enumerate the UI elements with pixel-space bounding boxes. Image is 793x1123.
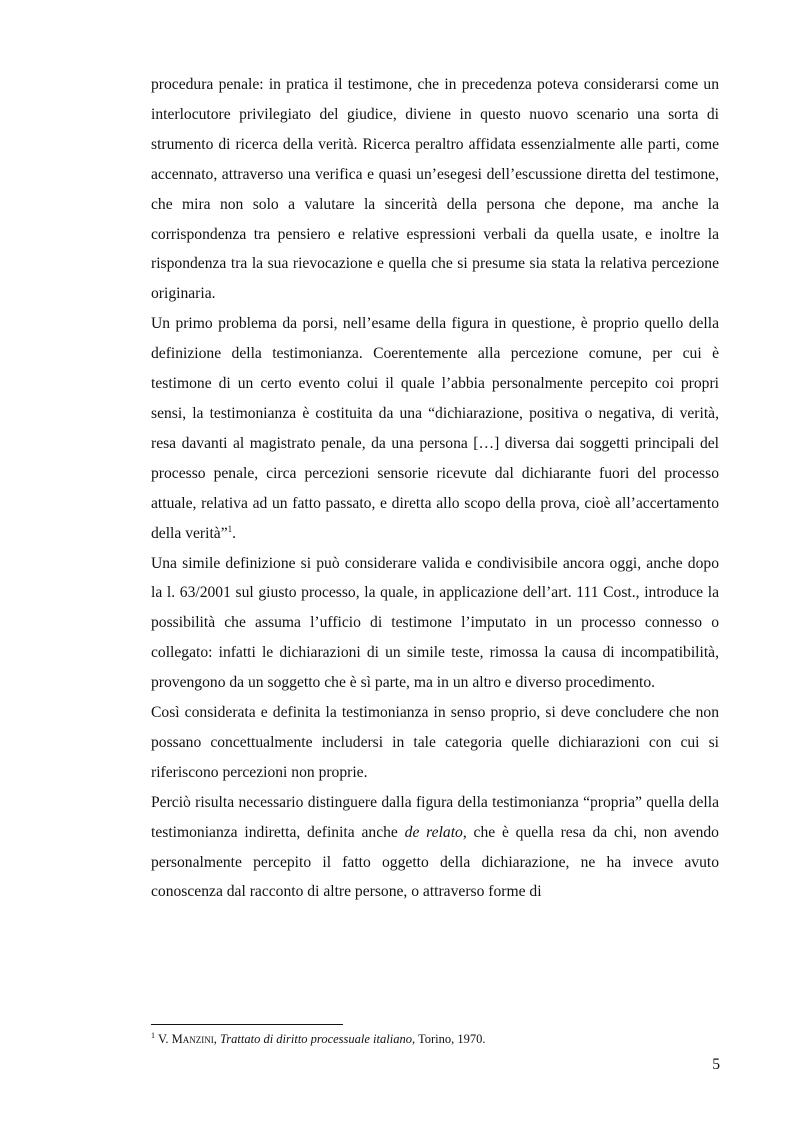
footnote-title: Trattato di diritto processuale italiano <box>220 1032 412 1046</box>
paragraph-5-emphasis: de relato <box>404 823 463 841</box>
paragraph-5-text-a: Perciò risulta necessario distinguere dalla figura della testimonianza “propria” quella della testimonianza indiretta, definita anche <box>151 793 719 841</box>
footnote-author-initial: V. <box>158 1032 172 1046</box>
footnote-number: 1 <box>151 1030 155 1040</box>
page-number: 5 <box>712 1056 720 1073</box>
paragraph-2-end: . <box>232 524 237 542</box>
footnote-author-surname: Manzini <box>171 1032 214 1046</box>
paragraph-2-text: Un primo problema da porsi, nell’esame della figura in questione, è proprio quello della definizione della testimonianza. Coerentemente alla percezione comune, per cui è testimone di un certo evento colui il quale l’abbia personalmente percepito coi propri sensi, la testimonianza è costituita da una “dichiarazione, positiva o negativa, di verità, resa davanti al magistrato penale, da una persona […] diversa dai soggetti principali del processo penale, circa percezioni sensorie ricevute dal dichiarante fuori del processo attuale, relativa ad un fatto passato, e diretta allo scopo della prova, cioè all’accertamento della verità” <box>151 315 719 542</box>
footnote-rest: , Torino, 1970. <box>411 1032 486 1046</box>
paragraph-1: procedura penale: in pratica il testimone, che in precedenza poteva considerarsi come un interlocutore privilegiato del giudice, diviene in questo nuovo scenario una sorta di strumento di ricerca della verità. Ricerca peraltro affidata essenzialmente alle parti, come accennato, attraverso una verifica e quasi un’esegesi dell’escussione diretta del testimone, che mira non solo a valutare la sincerità della persona che depone, ma anche la corrispondenza tra pensiero e relative espressioni verbali da quella usate, e inoltre la rispondenza tra la sua rievocazione e quella che si presume sia stata la relativa percezione originaria. <box>151 76 719 303</box>
paragraph-3: Una simile definizione si può considerare valida e condivisibile ancora oggi, anche dopo la l. 63/2001 sul giusto processo, la quale, in applicazione dell’art. 111 Cost., introduce la possibilità che assuma l’ufficio di testimone l’imputato in un processo connesso o collegato: infatti le dichiarazioni di un simile teste, rimossa la causa di incompatibilità, provengono da un soggetto che è sì parte, ma in un altro e diverso procedimento. <box>151 554 719 692</box>
footnote-reference: 1 <box>227 523 233 534</box>
paragraph-2 <box>151 309 719 548</box>
footnote-divider <box>151 1024 343 1025</box>
paragraph-4: Così considerata e definita la testimonianza in senso proprio, si deve concludere che non possano concettualmente includersi in tale categoria quelle dichiarazioni con cui si riferiscono percezioni non proprie. <box>151 704 719 781</box>
paragraph-5 <box>151 788 719 908</box>
body-text <box>151 70 719 907</box>
footnote-separator: , <box>213 1032 221 1046</box>
footnote <box>151 1031 719 1047</box>
paragraph-5-text-b: , che è quella resa da chi, non avendo personalmente percepito il fatto oggetto della dichiarazione, ne ha invece avuto conoscenza dal racconto di altre persone, o attraverso forme di <box>151 823 719 901</box>
